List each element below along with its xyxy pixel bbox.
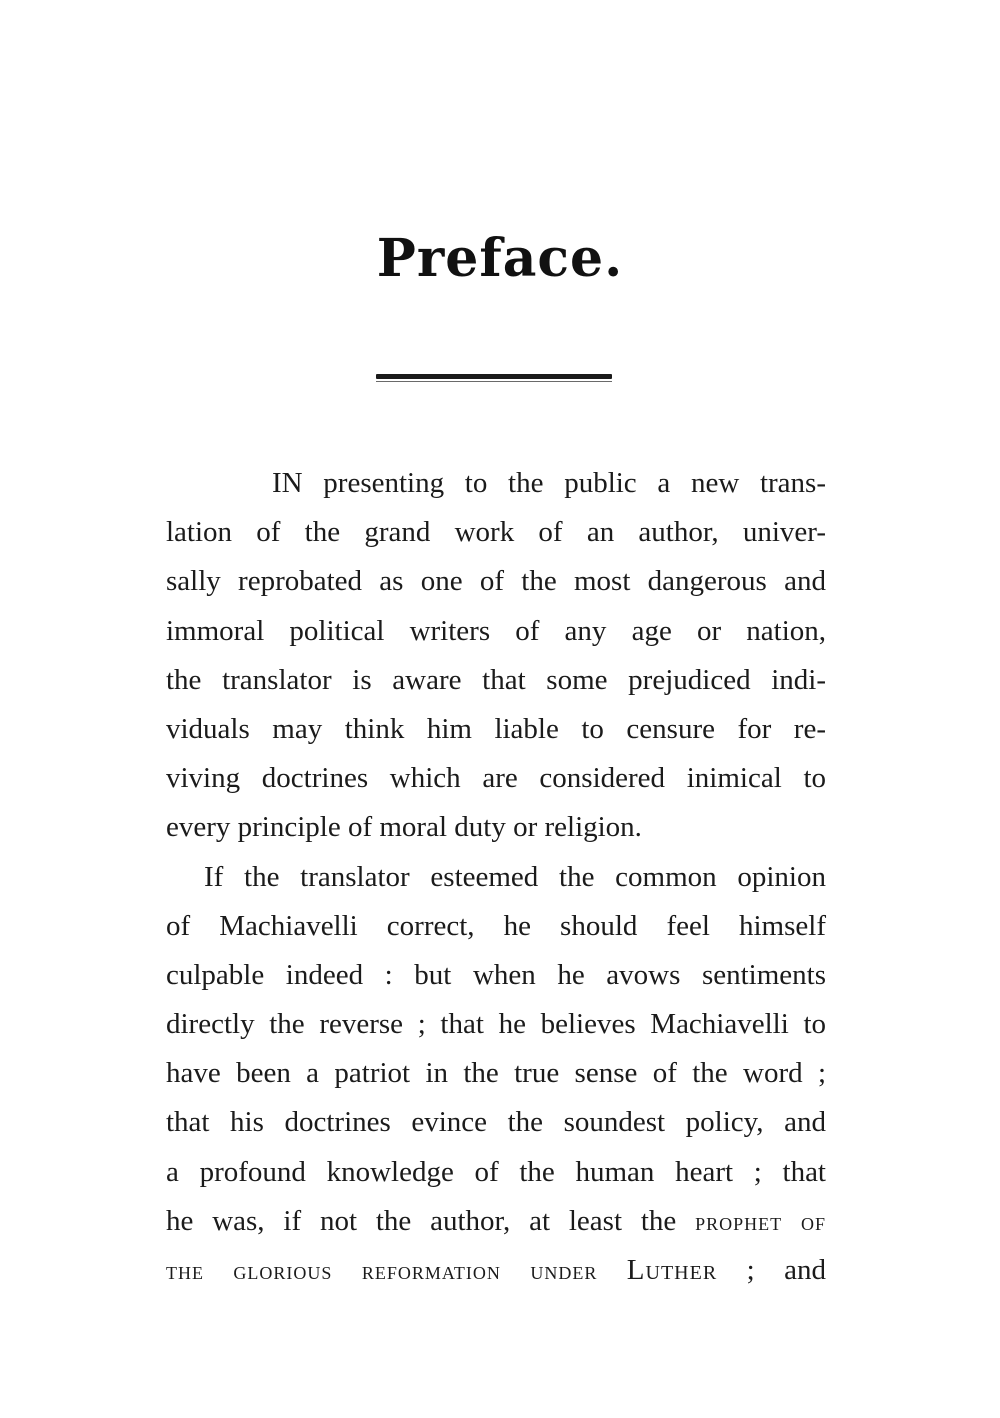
small-caps-text: prophet of [695, 1208, 827, 1236]
text-line: the translator is aware that some prejudiced indi- [166, 663, 826, 696]
line-text: ; and [746, 1254, 826, 1286]
text-line: viduals may think him liable to censure for re- [166, 712, 826, 745]
title-rule-shadow [376, 381, 612, 382]
text-line: viving doctrines which are considered inimical to [166, 762, 826, 795]
text-line: If the translator esteemed the common opinion [204, 860, 826, 893]
title-rule [376, 374, 612, 379]
text-line [166, 1197, 826, 1246]
text-line [166, 1246, 826, 1295]
page-title: Preface. [376, 228, 624, 289]
name-text: Luther [626, 1254, 718, 1286]
text-line: culpable indeed : but when he avows sentiments [166, 958, 826, 991]
text-line: that his doctrines evince the soundest policy, and [166, 1106, 826, 1139]
small-caps-text: the glorious reformation under [166, 1258, 598, 1285]
text-line: sally reprobated as one of the most dangerous and [166, 565, 826, 598]
text-line: lation of the grand work of an author, univer- [166, 516, 826, 549]
body-text [166, 459, 826, 1295]
text-line: directly the reverse ; that he believes Machiavelli to [166, 1008, 826, 1041]
text-line: immoral political writers of any age or nation, [166, 614, 826, 647]
text-line: IN presenting to the public a new trans- [272, 467, 826, 499]
text-line: every principle of moral duty or religion. [166, 811, 642, 844]
text-line: have been a patriot in the true sense of the word ; [166, 1057, 826, 1090]
text-line: of Machiavelli correct, he should feel himself [166, 909, 826, 942]
text-line: a profound knowledge of the human heart ; that [166, 1155, 826, 1188]
line-text: he was, if not the author, at least the [166, 1204, 677, 1237]
